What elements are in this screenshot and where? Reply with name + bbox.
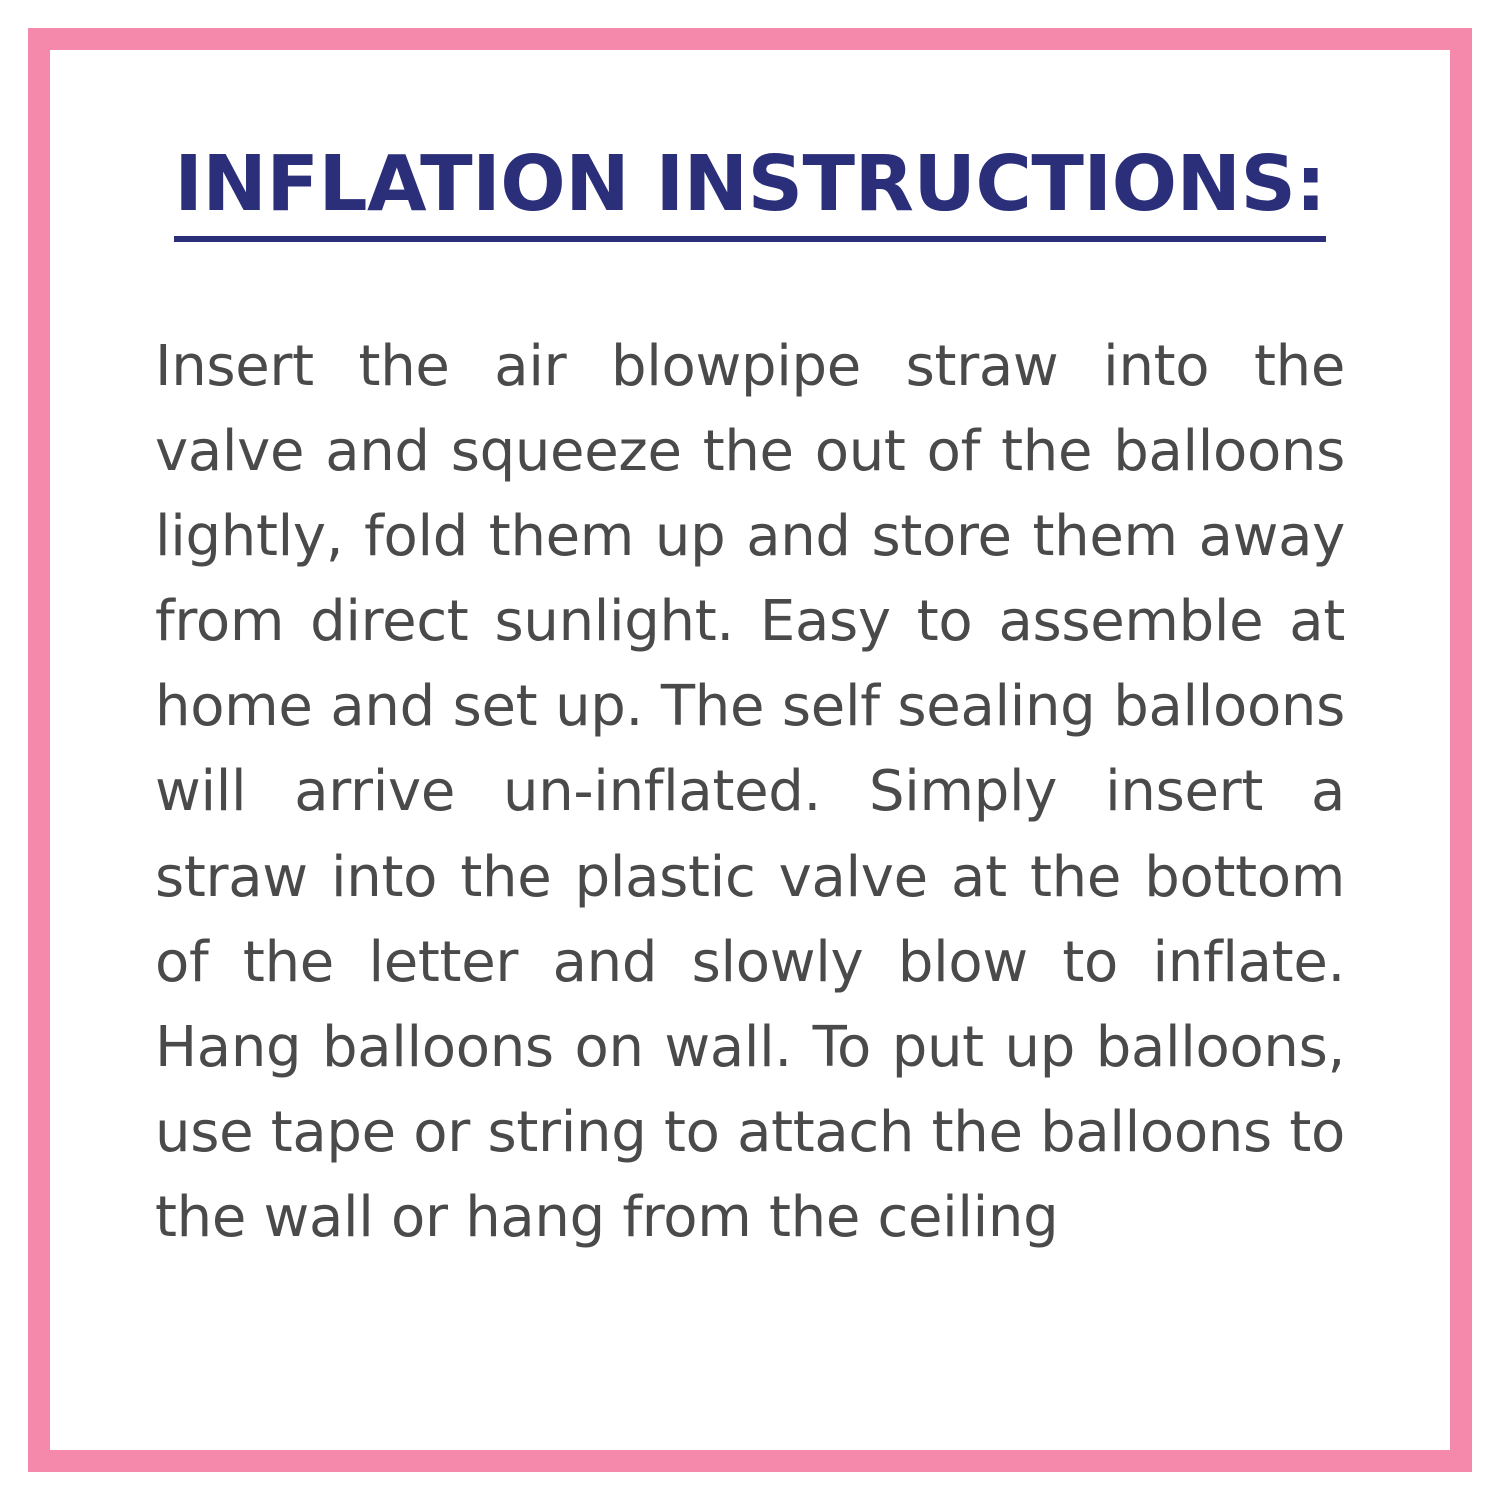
pink-border-frame: [28, 28, 1472, 1472]
card-content: [50, 50, 1450, 1450]
page-title: [155, 140, 1345, 242]
instructions-paragraph: Insert the air blowpipe straw into the valve and squeeze the out of the balloons lightly, fold them up and store them away from direct sunlight. Easy to assemble at home and set up. The self sealing balloons will arrive un-inflated. Simply insert a straw into the plastic valve at the bottom of the letter and slowly blow to inflate. Hang balloons on wall. To put up balloons, use tape or string to attach the balloons to the wall or hang from the ceiling: [155, 333, 1345, 1250]
page-title-text: INFLATION INSTRUCTIONS:: [174, 145, 1325, 242]
